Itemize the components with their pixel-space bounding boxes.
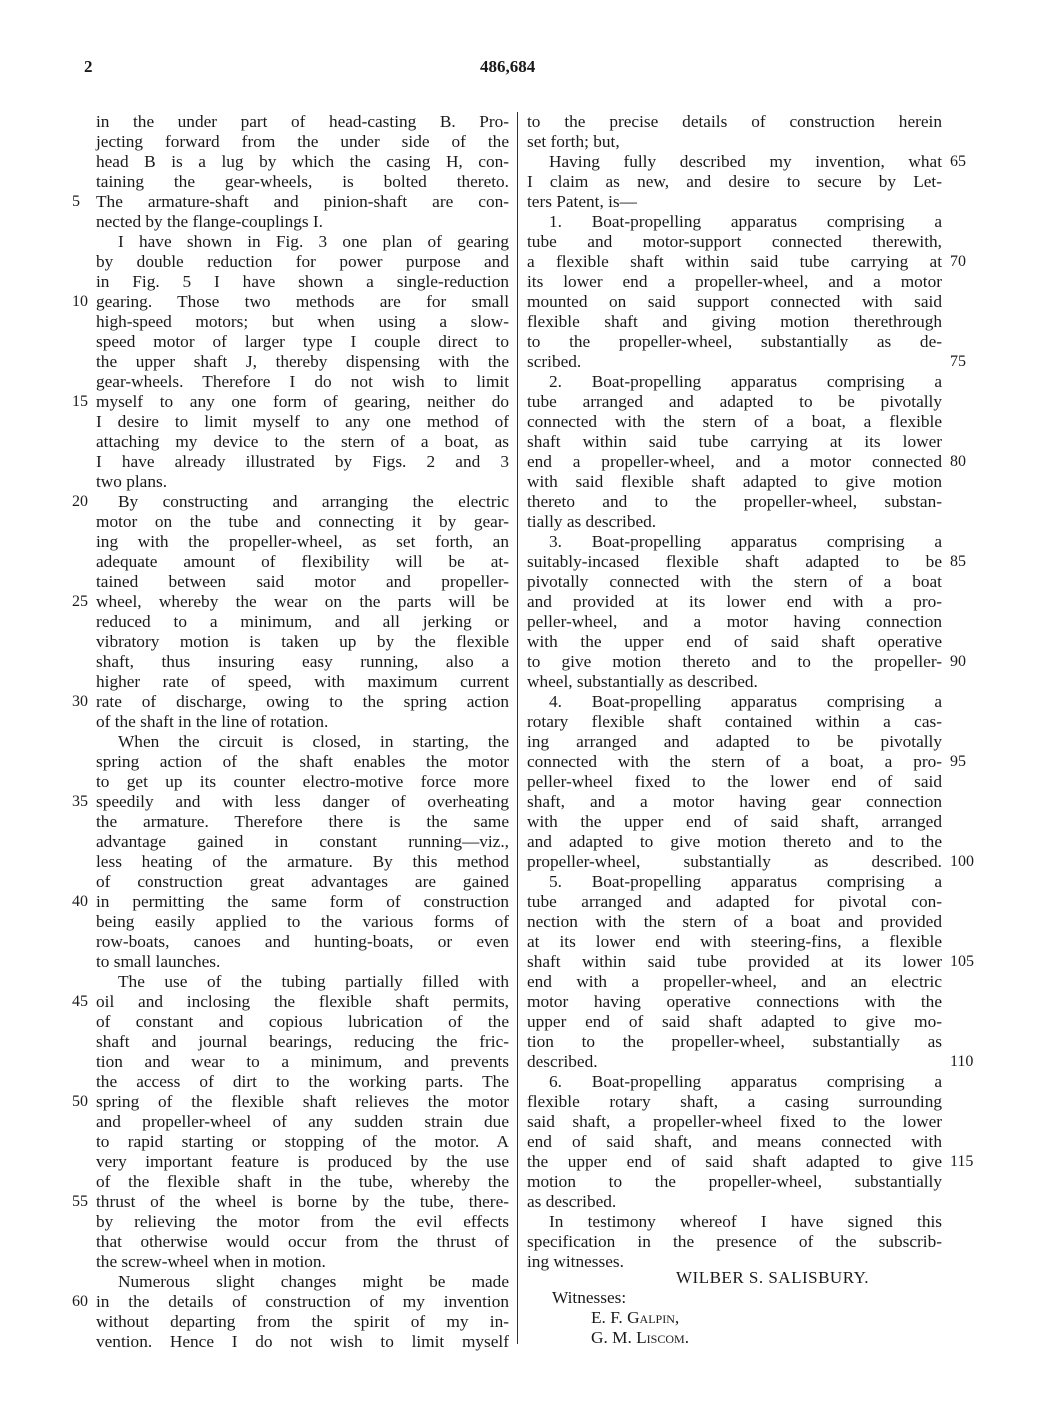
text-line: very important feature is produced by the use: [96, 1152, 509, 1171]
text-line: In testimony whereof I have signed this: [549, 1212, 942, 1231]
text-line: wheel, substantially as described.: [527, 672, 758, 691]
text-line: with said flexible shaft adapted to give motion: [527, 472, 942, 491]
text-line: rate of discharge, owing to the spring action: [96, 692, 509, 711]
text-line: to get up its counter electro-motive force more: [96, 772, 509, 791]
text-line: flexible shaft and giving motion therethrough: [527, 312, 942, 331]
text-line: shaft, thus insuring easy running, also a: [96, 652, 509, 671]
text-line: I claim as new, and desire to secure by Let-: [527, 172, 942, 191]
line-number: 115: [950, 1153, 974, 1170]
text-line: peller-wheel fixed to the lower end of said: [527, 772, 942, 791]
text-line: suitably-incased flexible shaft adapted to be: [527, 552, 942, 571]
text-line: the upper end of said shaft adapted to give: [527, 1152, 942, 1171]
text-line: to the propeller-wheel, substantially as de-: [527, 332, 942, 351]
text-line: head B is a lug by which the casing H, con-: [96, 152, 509, 171]
text-line: the screw-wheel when in motion.: [96, 1252, 326, 1271]
text-line: to rapid starting or stopping of the motor. A: [96, 1132, 509, 1151]
text-line: shaft within said tube provided at its lower: [527, 952, 942, 971]
text-line: to small launches.: [96, 952, 221, 971]
text-line: by relieving the motor from the evil effects: [96, 1212, 509, 1231]
text-line: ing witnesses.: [527, 1252, 624, 1271]
line-number: 25: [72, 593, 88, 610]
line-number: 35: [72, 793, 88, 810]
patent-number: 486,684: [480, 57, 536, 76]
text-line: I have already illustrated by Figs. 2 and 3: [96, 452, 509, 471]
line-number: 60: [72, 1293, 88, 1310]
text-line: tion to the propeller-wheel, substantially as: [527, 1032, 942, 1051]
text-line: described.: [527, 1052, 598, 1071]
text-line: by double reduction for power purpose and: [96, 252, 509, 271]
text-line: without departing from the spirit of my in-: [96, 1312, 509, 1331]
page-number: 2: [84, 57, 93, 76]
text-line: tube and motor-support connected therewith,: [527, 232, 942, 251]
text-line: higher rate of speed, with maximum current: [96, 672, 509, 691]
line-number: 75: [950, 353, 966, 370]
inventor-signature: WILBER S. SALISBURY.: [676, 1268, 869, 1287]
text-line: as described.: [527, 1192, 617, 1211]
witness-name: E. F. Galpin,: [591, 1308, 680, 1327]
text-line: that otherwise would occur from the thrust of: [96, 1232, 509, 1251]
line-number: 45: [72, 993, 88, 1010]
text-line: ing with the propeller-wheel, as set forth, an: [96, 532, 509, 551]
line-number: 15: [72, 393, 88, 410]
text-line: thrust of the wheel is borne by the tube, there-: [96, 1192, 509, 1211]
text-line: flexible rotary shaft, a casing surrounding: [527, 1092, 942, 1111]
text-line: vibratory motion is taken up by the flexible: [96, 632, 509, 651]
line-number: 105: [950, 953, 974, 970]
text-line: tube arranged and adapted to be pivotally: [527, 392, 942, 411]
text-line: advantage gained in constant running—viz.,: [96, 832, 509, 851]
text-line: oil and inclosing the flexible shaft permits,: [96, 992, 509, 1011]
text-line: motor having operative connections with the: [527, 992, 942, 1011]
text-line: ters Patent, is—: [527, 192, 637, 211]
text-line: of the flexible shaft in the tube, whereby the: [96, 1172, 509, 1191]
text-line: with the upper end of said shaft, arranged: [527, 812, 942, 831]
text-line: pivotally connected with the stern of a boat: [527, 572, 942, 591]
text-line: 2. Boat-propelling apparatus comprising a: [549, 372, 942, 391]
text-line: the armature. Therefore there is the same: [96, 812, 509, 831]
text-line: reduced to a minimum, and all jerking or: [96, 612, 509, 631]
text-line: speedily and with less danger of overheating: [96, 792, 509, 811]
text-line: high-speed motors; but when using a slow-: [96, 312, 509, 331]
text-line: adequate amount of flexibility will be at-: [96, 552, 509, 571]
text-line: taining the gear-wheels, is bolted thereto.: [96, 172, 509, 191]
text-line: to give motion thereto and to the propeller-: [527, 652, 942, 671]
text-line: gearing. Those two methods are for small: [96, 292, 509, 311]
text-line: said shaft, a propeller-wheel fixed to the lower: [527, 1112, 942, 1131]
text-line: nection with the stern of a boat and provided: [527, 912, 942, 931]
line-number: 10: [72, 293, 88, 310]
text-line: 6. Boat-propelling apparatus comprising a: [549, 1072, 942, 1091]
text-line: 5. Boat-propelling apparatus comprising a: [549, 872, 942, 891]
text-line: 3. Boat-propelling apparatus comprising a: [549, 532, 942, 551]
line-number: 20: [72, 493, 88, 510]
text-line: and propeller-wheel of any sudden strain due: [96, 1112, 509, 1131]
text-line: The armature-shaft and pinion-shaft are con-: [96, 192, 509, 211]
text-line: tially as described.: [527, 512, 657, 531]
text-line: set forth; but,: [527, 132, 620, 151]
text-line: speed motor of larger type I couple direct to: [96, 332, 509, 351]
text-line: the upper shaft J, thereby dispensing with the: [96, 352, 509, 371]
text-line: Having fully described my invention, what: [549, 152, 942, 171]
text-line: jecting forward from the under side of the: [96, 132, 509, 151]
line-number: 85: [950, 553, 966, 570]
text-line: being easily applied to the various forms of: [96, 912, 509, 931]
text-line: end of said shaft, and means connected with: [527, 1132, 942, 1151]
text-line: I desire to limit myself to any one method of: [96, 412, 509, 431]
text-line: 1. Boat-propelling apparatus comprising a: [549, 212, 942, 231]
text-line: with the upper end of said shaft operative: [527, 632, 942, 651]
line-number: 95: [950, 753, 966, 770]
text-line: motor on the tube and connecting it by gear-: [96, 512, 509, 531]
text-line: spring of the flexible shaft relieves the motor: [96, 1092, 509, 1111]
text-line: myself to any one form of gearing, neither do: [96, 392, 509, 411]
witnesses-label: Witnesses:: [552, 1288, 627, 1307]
text-line: in permitting the same form of construction: [96, 892, 509, 911]
text-line: nected by the flange-couplings I.: [96, 212, 323, 231]
text-line: spring action of the shaft enables the motor: [96, 752, 509, 771]
text-line: a flexible shaft within said tube carrying at: [527, 252, 942, 271]
text-line: at its lower end with steering-fins, a flexible: [527, 932, 942, 951]
text-line: propeller-wheel, substantially as described.: [527, 852, 942, 871]
text-line: I have shown in Fig. 3 one plan of gearing: [118, 232, 509, 251]
text-line: and adapted to give motion thereto and to the: [527, 832, 942, 851]
text-line: row-boats, canoes and hunting-boats, or even: [96, 932, 509, 951]
text-line: specification in the presence of the subscrib-: [527, 1232, 942, 1251]
text-line: tube arranged and adapted for pivotal con-: [527, 892, 942, 911]
line-number: 90: [950, 653, 966, 670]
text-line: connected with the stern of a boat, a flexible: [527, 412, 942, 431]
text-line: connected with the stern of a boat, a pro-: [527, 752, 942, 771]
line-number: 65: [950, 153, 966, 170]
text-line: less heating of the armature. By this method: [96, 852, 509, 871]
text-line: gear-wheels. Therefore I do not wish to limit: [96, 372, 509, 391]
text-line: thereto and to the propeller-wheel, substan-: [527, 492, 942, 511]
text-line: Numerous slight changes might be made: [118, 1272, 509, 1291]
text-line: two plans.: [96, 472, 168, 491]
text-line: in the details of construction of my invention: [96, 1292, 509, 1311]
text-line: wheel, whereby the wear on the parts will be: [96, 592, 509, 611]
text-line: to the precise details of construction herein: [527, 112, 942, 131]
text-line: its lower end a propeller-wheel, and a motor: [527, 272, 942, 291]
text-line: ing arranged and adapted to be pivotally: [527, 732, 942, 751]
text-line: motion to the propeller-wheel, substantially: [527, 1172, 942, 1191]
line-number: 55: [72, 1193, 88, 1210]
text-line: and provided at its lower end with a pro-: [527, 592, 942, 611]
text-line: rotary flexible shaft contained within a cas-: [527, 712, 942, 731]
line-number: 40: [72, 893, 88, 910]
text-line: The use of the tubing partially filled with: [118, 972, 509, 991]
text-line: in Fig. 5 I have shown a single-reduction: [96, 272, 509, 291]
line-number: 110: [950, 1053, 974, 1070]
text-line: of construction great advantages are gained: [96, 872, 509, 891]
text-line: upper end of said shaft adapted to give mo-: [527, 1012, 942, 1031]
line-number: 30: [72, 693, 88, 710]
text-line: end with a propeller-wheel, and an electric: [527, 972, 942, 991]
text-line: shaft, and a motor having gear connection: [527, 792, 942, 811]
text-line: tion and wear to a minimum, and prevents: [96, 1052, 509, 1071]
witness-name: G. M. Liscom.: [591, 1328, 690, 1347]
line-number: 70: [950, 253, 966, 270]
text-line: peller-wheel, and a motor having connection: [527, 612, 942, 631]
text-line: end a propeller-wheel, and a motor connected: [527, 452, 942, 471]
text-line: When the circuit is closed, in starting, the: [118, 732, 509, 751]
text-line: scribed.: [527, 352, 582, 371]
line-number: 5: [72, 193, 80, 210]
line-number: 100: [950, 853, 974, 870]
text-line: the access of dirt to the working parts. The: [96, 1072, 509, 1091]
text-line: mounted on said support connected with said: [527, 292, 942, 311]
text-line: vention. Hence I do not wish to limit myself: [96, 1332, 509, 1351]
column-divider: [517, 112, 518, 1344]
text-line: By constructing and arranging the electric: [118, 492, 509, 511]
text-line: attaching my device to the stern of a boat, as: [96, 432, 509, 451]
text-line: of constant and copious lubrication of the: [96, 1012, 509, 1031]
text-line: 4. Boat-propelling apparatus comprising a: [549, 692, 942, 711]
line-number: 50: [72, 1093, 88, 1110]
text-line: shaft within said tube carrying at its lower: [527, 432, 942, 451]
line-number: 80: [950, 453, 966, 470]
text-line: shaft and journal bearings, reducing the fric-: [96, 1032, 509, 1051]
text-line: of the shaft in the line of rotation.: [96, 712, 329, 731]
text-line: in the under part of head-casting B. Pro-: [96, 112, 509, 131]
text-line: tained between said motor and propeller-: [96, 572, 509, 591]
